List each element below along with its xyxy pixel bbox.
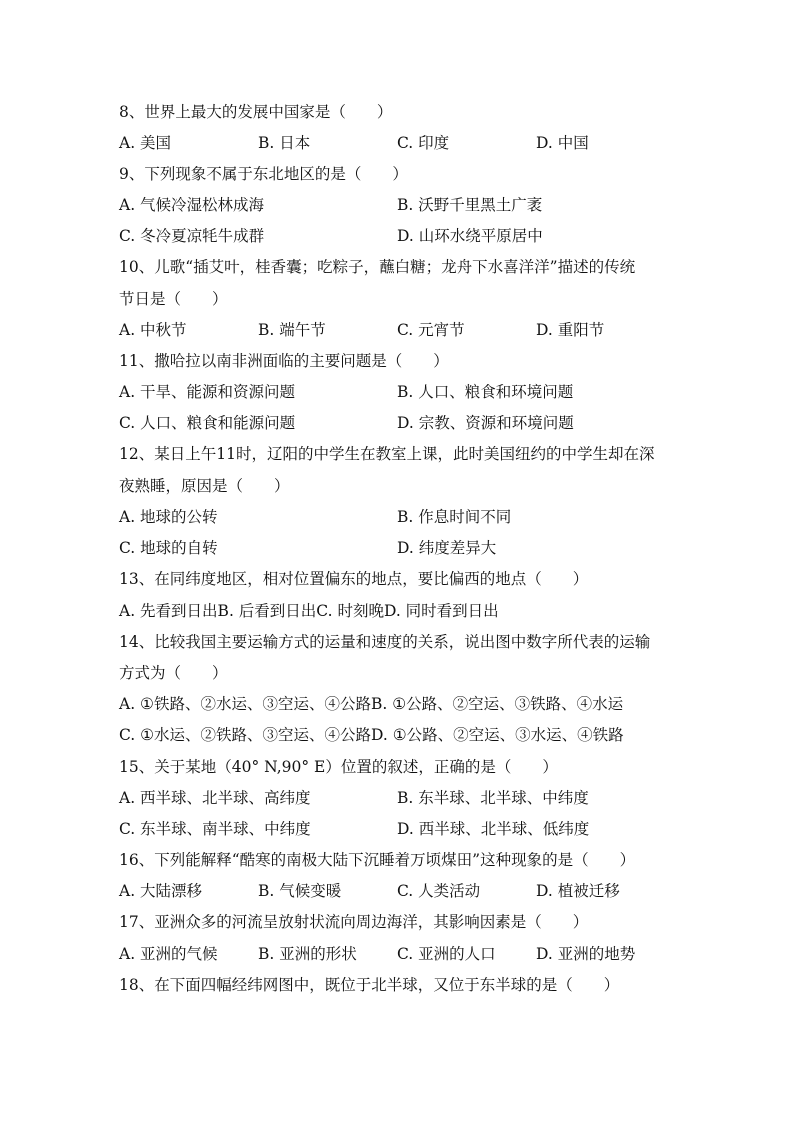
option-a: A. 中秋节 [119, 321, 187, 339]
option-a: A. 大陆漂移 [119, 882, 203, 900]
question-13-options: A. 先看到日出B. 后看到日出C. 时刻晚D. 同时看到日出 [119, 602, 499, 620]
question-16-options [119, 881, 679, 901]
option-c: C. 亚洲的人口 [397, 945, 496, 963]
question-8-options [119, 133, 679, 153]
question-13-stem: 13、在同纬度地区，相对位置偏东的地点，要比偏西的地点（ ） [119, 570, 589, 588]
option-c: C. 地球的自转 [119, 539, 218, 557]
question-16-stem: 16、下列能解释“酷寒的南极大陆下沉睡着万顷煤田”这种现象的是（ ） [119, 851, 636, 869]
option-a: A. 亚洲的气候 [119, 945, 218, 963]
option-d: D. 亚洲的地势 [536, 945, 636, 963]
question-14-options-line1: A. ①铁路、②水运、③空运、④公路B. ①公路、②空运、③铁路、④水运 [119, 695, 624, 713]
option-d: D. 植被迁移 [536, 882, 620, 900]
question-11-options-row1 [119, 382, 679, 402]
option-d: D. 中国 [536, 134, 589, 152]
option-c: C. 印度 [397, 134, 450, 152]
question-14-stem-line2: 方式为（ ） [119, 664, 228, 682]
question-11-stem: 11、撒哈拉以南非洲面临的主要问题是（ ） [119, 352, 449, 370]
option-a: A. 西半球、北半球、高纬度 [119, 789, 311, 807]
option-c: C. 元宵节 [397, 321, 465, 339]
option-d: D. 山环水绕平原居中 [397, 227, 543, 245]
option-d: D. 纬度差异大 [397, 539, 497, 557]
option-d: D. 宗教、资源和环境问题 [397, 414, 574, 432]
option-d: D. 重阳节 [536, 321, 605, 339]
option-b: B. 端午节 [258, 321, 326, 339]
question-12-stem-line2: 夜熟睡，原因是（ ） [119, 477, 290, 495]
option-a: A. 气候冷湿松林成海 [119, 196, 265, 214]
option-b: B. 人口、粮食和环境问题 [397, 383, 574, 401]
question-9-options-row2 [119, 226, 679, 246]
option-a: A. 美国 [119, 134, 172, 152]
question-9-options-row1 [119, 195, 679, 215]
option-b: B. 日本 [258, 134, 311, 152]
question-11-options-row2 [119, 413, 679, 433]
question-17-options [119, 944, 679, 964]
question-12-stem-line1: 12、某日上午11时，辽阳的中学生在教室上课，此时美国纽约的中学生却在深 [119, 445, 655, 463]
option-c: C. 东半球、南半球、中纬度 [119, 820, 311, 838]
option-b: B. 亚洲的形状 [258, 945, 357, 963]
question-14-stem-line1: 14、比较我国主要运输方式的运量和速度的关系，说出图中数字所代表的运输 [119, 633, 651, 651]
option-a: A. 干旱、能源和资源问题 [119, 383, 296, 401]
option-b: B. 东半球、北半球、中纬度 [397, 789, 589, 807]
option-b: B. 气候变暖 [258, 882, 342, 900]
option-b: B. 沃野千里黑土广袤 [397, 196, 543, 214]
option-c: C. 人口、粮食和能源问题 [119, 414, 296, 432]
question-17-stem: 17、亚洲众多的河流呈放射状流向周边海洋，其影响因素是（ ） [119, 913, 589, 931]
question-15-stem: 15、关于某地（40° N,90° E）位置的叙述，正确的是（ ） [119, 758, 558, 776]
option-c: C. 冬冷夏凉牦牛成群 [119, 227, 265, 245]
question-8-stem: 8、世界上最大的发展中国家是（ ） [119, 103, 393, 121]
question-10-options [119, 320, 679, 340]
question-15-options-row1 [119, 788, 679, 808]
option-b: B. 作息时间不同 [397, 508, 512, 526]
question-12-options-row2 [119, 538, 679, 558]
question-14-options-line2: C. ①水运、②铁路、③空运、④公路D. ①公路、②空运、③水运、④铁路 [119, 726, 624, 744]
question-15-options-row2 [119, 819, 679, 839]
option-a: A. 地球的公转 [119, 508, 218, 526]
option-d: D. 西半球、北半球、低纬度 [397, 820, 590, 838]
question-12-options-row1 [119, 507, 679, 527]
question-18-stem: 18、在下面四幅经纬网图中，既位于北半球，又位于东半球的是（ ） [119, 976, 620, 994]
question-9-stem: 9、下列现象不属于东北地区的是（ ） [119, 165, 408, 183]
option-c: C. 人类活动 [397, 882, 481, 900]
question-10-stem-line1: 10、儿歌“插艾叶，桂香囊；吃粽子，蘸白糖；龙舟下水喜洋洋”描述的传统 [119, 258, 636, 276]
question-10-stem-line2: 节日是（ ） [119, 290, 228, 308]
